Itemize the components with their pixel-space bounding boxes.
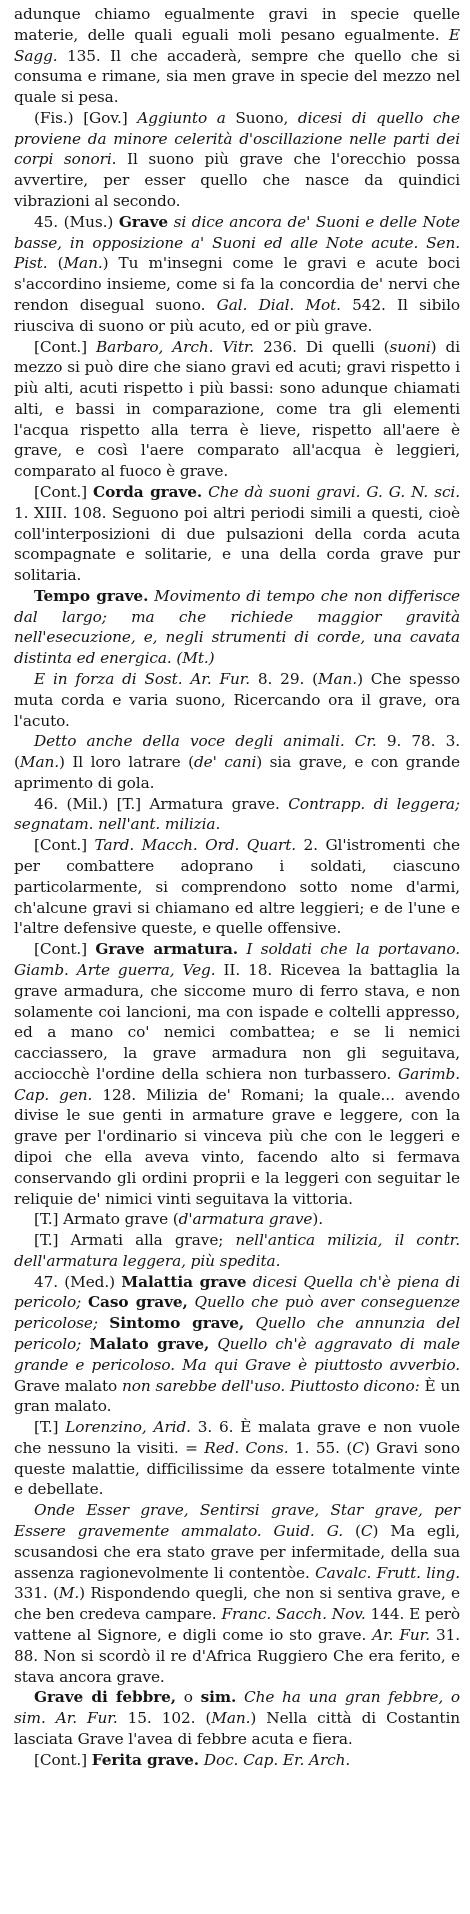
body-text: 15. 102. ( xyxy=(117,1709,212,1728)
entry-paragraph-p02 xyxy=(14,108,460,212)
body-text: [Cont.] xyxy=(34,836,95,855)
body-text: 331. ( xyxy=(14,1584,59,1603)
entry-paragraph-p17 xyxy=(14,1687,460,1749)
italic-text: si dice ancora de' Suoni e delle Note basse, in opposizione a' Suoni ed alle Note acute. Sen. Pist. xyxy=(14,212,460,273)
body-text: [Cont.] xyxy=(34,1750,92,1769)
entry-paragraph-p08 xyxy=(14,731,460,793)
body-text: 1. 55. ( xyxy=(288,1438,353,1457)
headword: Grave armatura. xyxy=(95,940,239,959)
entry-paragraph-p09 xyxy=(14,794,460,836)
body-text: ( xyxy=(47,254,64,273)
italic-text: Contrapp. di leggera; segnatam. nell'ant. milizia. xyxy=(14,794,460,834)
italic-text: I soldati che la portavano. Giamb. Arte guerra, Veg. xyxy=(14,940,460,979)
entry-paragraph-p03 xyxy=(14,212,460,337)
body-text: 8. 29. ( xyxy=(250,670,318,688)
italic-text: Cavalc. Frutt. ling. xyxy=(315,1563,461,1582)
italic-text: Lorenzino, Arid. xyxy=(65,1418,191,1437)
headword: Caso grave, xyxy=(87,1293,188,1312)
entry-paragraph-p07 xyxy=(14,669,460,731)
entry-paragraph-p14 xyxy=(14,1272,460,1417)
italic-text: Detto anche della voce degli animali. Cr. xyxy=(34,732,377,751)
entry-paragraph-p13 xyxy=(14,1230,460,1272)
body-text: [Cont.] xyxy=(34,482,94,501)
italic-text: nell'antica milizia, il contr. dell'armatura leggera, più spedita. xyxy=(14,1231,460,1270)
italic-text: Movimento di tempo che non differisce dal largo; ma che richiede maggior gravità nell'esecuzione, e, negli strumenti di corde, una cavata distinta ed energica. (Mt.) xyxy=(14,586,460,668)
headword: Corda grave. xyxy=(93,482,203,501)
italic-text: Garimb. Cap. gen. xyxy=(14,1064,460,1104)
headword: Malato grave, xyxy=(89,1335,210,1353)
italic-text: Man. xyxy=(317,670,358,688)
body-text: 2. Gl'istromenti che per combattere adoprano i soldati, ciascuno particolarmente, si comprendono sotto nome d'armi, ch'alcune gravi si chiamano ed altre leggieri; e de l'une e l'altre defensive queste, e quelle offensive. xyxy=(14,836,460,938)
italic-text: M. xyxy=(58,1584,80,1603)
italic-text: Ar. Fur. xyxy=(372,1625,430,1644)
body-text: ) Tu m'insegni come le gravi e acute boci s'accordino insieme, come si fa la concordia de' nervi che rendon disegual suono. xyxy=(14,254,460,314)
italic-text: Che dà suoni gravi. G. G. N. sci. xyxy=(202,482,460,501)
italic-text: Franc. Sacch. Nov. xyxy=(221,1605,366,1624)
italic-text: Gal. Dial. Mot. xyxy=(216,295,341,314)
entry-paragraph-p06 xyxy=(14,586,460,669)
body-text: 135. Il che accaderà, sempre che quello che si consuma e rimane, sia men grave in specie del mezzo nel quale si pesa. xyxy=(14,46,460,107)
body-text: ) sia grave, e con grande aprimento di gola. xyxy=(14,753,461,792)
italic-text: d'armatura grave xyxy=(178,1210,313,1229)
body-text: [T.] Armati alla grave; xyxy=(34,1231,236,1250)
body-text: 542. Il sibilo riusciva di suono or più acuto, ed or più grave. xyxy=(14,295,460,335)
italic-text: Quello ch'è aggravato di male grande e pericoloso. Ma qui Grave è piuttosto avverbio. xyxy=(14,1335,460,1374)
body-text xyxy=(98,1314,109,1332)
headword: Malattia grave xyxy=(121,1272,247,1291)
italic-text: E in forza di Sost. Ar. Fur. xyxy=(34,670,251,688)
body-text: ) Gravi sono queste malattie, difficilissime da essere totalmente vinte e debellate. xyxy=(14,1438,460,1499)
entry-paragraph-p01 xyxy=(14,4,460,108)
body-text: ) Il loro latrare ( xyxy=(58,753,194,772)
body-text: 9. 78. 3. ( xyxy=(14,732,460,772)
body-text: ). xyxy=(312,1210,323,1229)
body-text: o xyxy=(176,1688,201,1707)
body-text: adunque chiamo egualmente gravi in specie quelle materie, delle quali eguali moli pesano egualmente. xyxy=(14,5,460,44)
headword: Ferita grave. xyxy=(91,1750,200,1769)
italic-text: de' cani xyxy=(193,753,257,772)
body-text: 1. XIII. 108. Seguono poi altri periodi simili a questi, cioè coll'interposizioni di due pulsazioni della corda acuta scompagnate e solitarie, e una della corda grave pur solitaria. xyxy=(14,503,460,585)
entry-paragraph-p15 xyxy=(14,1417,460,1500)
body-text: ( xyxy=(343,1522,361,1541)
italic-text: Tard. Macch. Ord. Quart. xyxy=(94,836,297,855)
italic-text: dicesi Quella ch'è piena di pericolo; xyxy=(14,1272,461,1312)
italic-text: Quello che annunzia del pericolo; xyxy=(14,1314,460,1353)
body-text xyxy=(81,1293,88,1311)
italic-text: Red. Cons. xyxy=(204,1438,289,1457)
italic-text: Doc. Cap. Er. Arch. xyxy=(203,1750,351,1769)
italic-text: Barbaro, Arch. Vitr. xyxy=(96,337,255,356)
italic-text: Man. xyxy=(63,254,103,273)
body-text: [T.] Armato grave ( xyxy=(34,1210,179,1229)
italic-text: E Sagg. xyxy=(14,25,460,65)
entry-paragraph-p04 xyxy=(14,337,460,482)
body-text: ) Nella città di Costantin lasciata Grave l'avea di febbre acuta e fiera. xyxy=(14,1709,460,1748)
body-text: (Fis.) [Gov.] xyxy=(34,108,138,127)
italic-text: non sarebbe dell'uso. Piuttosto dicono: xyxy=(122,1376,420,1395)
body-text: Il suono più grave che l'orecchio possa avvertire, per esser quello che nasce da quindici vibrazioni al secondo. xyxy=(14,150,460,211)
body-text: Grave malato xyxy=(14,1376,122,1395)
entry-paragraph-p05 xyxy=(14,482,460,586)
body-text: ) Ma egli, scusandosi che era stato grave per infermitade, della sua assenza ragionevolmente li contentòe. xyxy=(14,1522,460,1582)
italic-text: Onde Esser grave, Sentirsi grave, Star grave, per Essere gravemente ammalato. Guid. G. xyxy=(14,1501,460,1541)
italic-text: dicesi di quello che proviene da minore celerità d'oscillazione nelle parti dei corpi sonori. xyxy=(14,108,460,169)
body-text: [T.] xyxy=(34,1418,66,1437)
headword: sim. xyxy=(200,1688,237,1707)
body-text: 144. E però vattene al Signore, e digli come io sto grave. xyxy=(14,1605,460,1644)
italic-text: Che ha una gran febbre, o sim. Ar. Fur. xyxy=(14,1688,460,1728)
italic-text: C xyxy=(352,1438,364,1457)
body-text: II. 18. Riceveа la battaglia la grave armadura, che siccome muro di ferro stava, e non solamente coi lancioni, ma con ispade e coltelli appresso, ed a mano co' nemici combattea; e se li nemici cacciassero, la grave armadura non gli seguitava, acciocchè l'ordine della schiera non turbassero. xyxy=(14,960,460,1083)
italic-text: Quello che può aver conseguenze pericolose; xyxy=(14,1293,460,1333)
body-text: 236. Di quelli ( xyxy=(254,337,390,356)
headword: Grave di febbre, xyxy=(34,1688,177,1707)
entry-paragraph-p10 xyxy=(14,835,460,939)
entry-paragraph-p11 xyxy=(14,939,460,1209)
headword: Tempo grave. xyxy=(34,586,149,605)
body-text: ) di mezzo si può dire che siano gravi ed acuti; gravi rispetto i più alti, acuti rispetto i più bassi: sono adunque chiamati alti, e bassi in comparazione, come tra gli elementi l'acqua rispetto alla terra è lieve, rispetto all'aere è grave, e così l'aere comparato all'acqua è leggieri, comparato al fuoco è grave. xyxy=(14,337,460,481)
italic-text: C xyxy=(360,1522,373,1541)
body-text: [Cont.] xyxy=(34,337,97,356)
body-text: 46. (Mil.) [T.] Armatura grave. xyxy=(34,794,289,813)
italic-text: Man. xyxy=(211,1709,251,1728)
body-text: 128. Milizia de' Romani; la quale... avendo divise le sue genti in armature grave e leggere, con la grave per l'ordinario si vinceva più che con le leggeri e dipoi che ella aveva vinto, facendo alto si fermava conservando gli ordini proprii e la leggeri con seguitar le reliquie de' nimici vinti seguitava la vittoria. xyxy=(14,1085,460,1208)
body-text: 47. (Med.) xyxy=(34,1272,122,1291)
body-text: 45. (Mus.) xyxy=(34,212,119,231)
body-text: Suono, xyxy=(225,108,298,127)
entry-paragraph-p18 xyxy=(14,1750,460,1771)
italic-text: suoni xyxy=(389,337,431,356)
italic-text: Aggiunto a xyxy=(137,108,226,127)
italic-text: Man. xyxy=(19,753,59,772)
headword: Sintomo grave, xyxy=(109,1314,245,1333)
body-text: 3. 6. È malata grave e non vuole che nessuno la visiti. = xyxy=(14,1418,460,1457)
body-text: [Cont.] xyxy=(34,940,96,959)
entry-paragraph-p12 xyxy=(14,1209,460,1230)
headword: Grave xyxy=(118,212,168,231)
entry-paragraph-p16 xyxy=(14,1500,460,1687)
body-text: È un gran malato. xyxy=(14,1376,460,1416)
body-text: ) Rispondendo quegli, che non si sentiva grave, e che ben credeva campare. xyxy=(14,1584,460,1624)
body-text: 31. 88. Non si scordò il re d'Africa Ruggiero Che era ferito, e stava ancora grave. xyxy=(14,1625,460,1686)
body-text: ) Che spesso muta corda e varia suono, Ricercando ora il grave, ora l'acuto. xyxy=(14,670,460,730)
